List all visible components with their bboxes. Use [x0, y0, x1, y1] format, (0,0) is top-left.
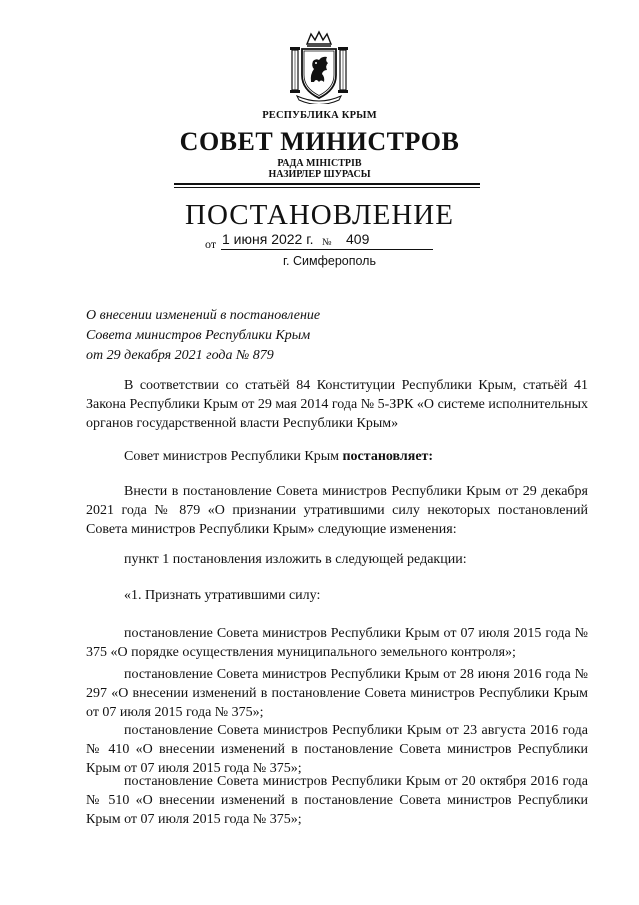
number-sign: №	[322, 237, 332, 248]
amendment-paragraph: Внести в постановление Совета министров Республики Крым от 29 декабря 2021 года № 879 «О признании утратившими силу некоторых постановлений Совета министров Республики Крым» следующие изменения:	[86, 484, 588, 537]
council-title-ukrainian: РАДА МІНІСТРІВ	[277, 158, 362, 169]
decree-subject	[86, 306, 386, 366]
decree-date: 1 июня 2022 г.	[222, 231, 314, 247]
republic-label: РЕСПУБЛИКА КРЫМ	[262, 110, 377, 121]
clause-paragraph: пункт 1 постановления изложить в следующей редакции:	[124, 552, 467, 567]
decree-title: ПОСТАНОВЛЕНИЕ	[185, 199, 454, 231]
repealed-item: постановление Совета министров Республики Крым от 23 августа 2016 года № 410 «О внесении изменений в постановление Совета министров Республики Крым от 07 июля 2015 года № 375»;	[86, 723, 588, 776]
repealed-item: постановление Совета министров Республики Крым от 20 октября 2016 года № 510 «О внесении изменений в постановление Совета министров Республики Крым от 07 июля 2015 года № 375»;	[86, 774, 588, 827]
coat-of-arms-icon	[289, 30, 349, 104]
subject-line: Совета министров Республики Крым	[86, 328, 311, 343]
header-divider-thin	[174, 187, 480, 188]
council-title-crimean-tatar: НАЗИРЛЕР ШУРАСЫ	[268, 169, 371, 180]
header-divider-thick	[174, 183, 480, 185]
council-title: СОВЕТ МИНИСТРОВ	[179, 127, 460, 156]
decree-city: г. Симферополь	[283, 254, 376, 268]
repealed-item: постановление Совета министров Республики Крым от 07 июля 2015 года № 375 «О порядке осуществления муниципального земельного контроля»;	[86, 626, 588, 660]
resolves-keyword: постановляет:	[342, 449, 434, 464]
clause-start-paragraph: «1. Признать утратившими силу:	[124, 588, 321, 603]
date-underline	[221, 249, 433, 250]
subject-line: О внесении изменений в постановление	[86, 308, 321, 323]
preamble-paragraph: В соответствии со статьёй 84 Конституции Республики Крым, статьёй 41 Закона Республики Крым от 29 мая 2014 года № 5-ЗРК «О системе исполнительных органов государственной власти Республики Крым»	[86, 378, 588, 431]
decree-date-number	[205, 231, 435, 251]
date-prefix: от	[205, 237, 217, 251]
resolves-text: Совет министров Республики Крым	[124, 449, 343, 464]
decree-number: 409	[346, 231, 370, 247]
subject-line: от 29 декабря 2021 года № 879	[86, 348, 274, 363]
resolves-paragraph	[86, 447, 588, 466]
repealed-item: постановление Совета министров Республики Крым от 28 июня 2016 года № 297 «О внесении изменений в постановление Совета министров Республики Крым от 07 июля 2015 года № 375»;	[86, 667, 588, 720]
